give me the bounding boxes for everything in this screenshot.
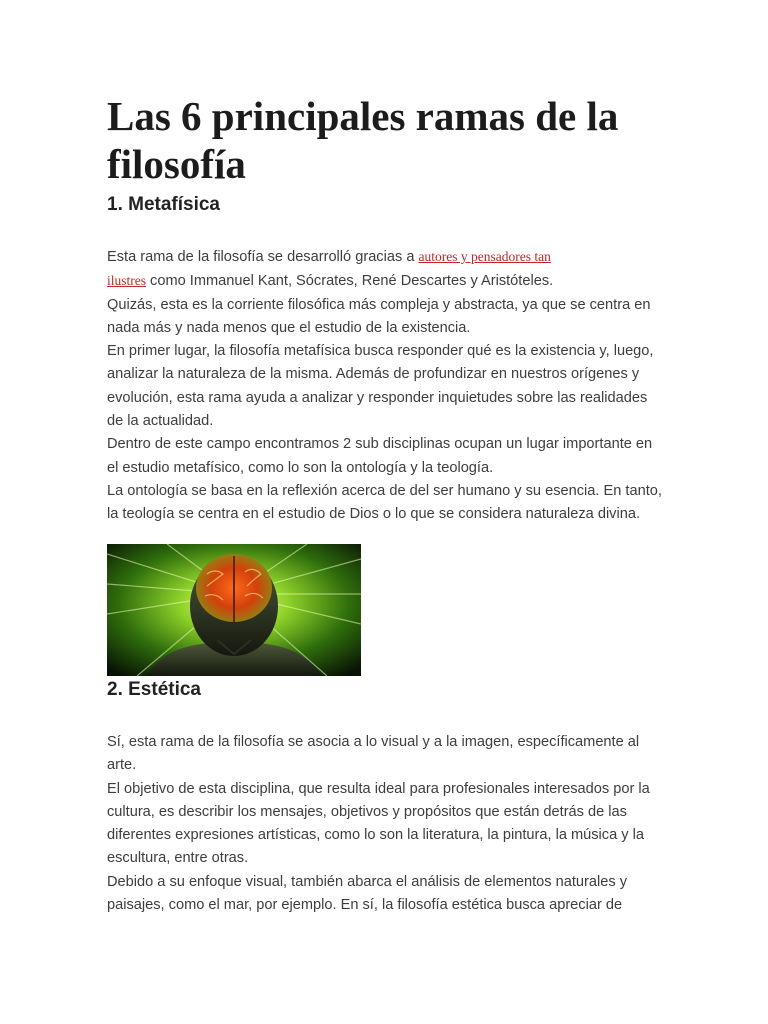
paragraph: El objetivo de esta disciplina, que resulta ideal para profesionales interesados por la cultura, es describir los mensajes, objetivos y propósitos que están detrás de las diferentes expresiones artísticas, como lo son la literatura, la pintura, la música y la escultura, entre otras. <box>107 780 650 867</box>
section-body-metafisica <box>107 245 667 527</box>
intro-paragraph <box>107 245 667 294</box>
paragraph: Quizás, esta es la corriente filosófica más compleja y abstracta, ya que se centra en nada más y nada menos que el estudio de la existencia. <box>107 296 651 336</box>
intro-text-suffix: como Immanuel Kant, Sócrates, René Descartes y Aristóteles. <box>146 273 554 290</box>
paragraph: La ontología se basa en la reflexión acerca de del ser humano y su esencia. En tanto, la teología se centra en el estudio de Dios o lo que se considera naturaleza divina. <box>107 482 662 523</box>
section-heading-metafisica: 1. Metafísica <box>107 194 220 215</box>
paragraph: En primer lugar, la filosofía metafísica busca responder qué es la existencia y, luego, analizar la naturaleza de la misma. Además de profundizar en nuestros orígenes y evolución, esta rama ayuda a analizar y responder inquietudes sobre las realidades de la actualidad. <box>107 343 654 430</box>
paragraph: Dentro de este campo encontramos 2 sub disciplinas ocupan un lugar importante en el estudio metafísico, como lo son la ontología y la teología. <box>107 436 653 476</box>
paragraph: Debido a su enfoque visual, también abarca el análisis de elementos naturales y paisajes, como el mar, por ejemplo. En sí, la filosofía estética busca apreciar de <box>107 873 628 914</box>
brain-image <box>107 544 361 676</box>
section-body-estetica <box>107 731 667 917</box>
intro-text: Esta rama de la filosofía se desarrolló gracias a <box>107 249 419 265</box>
page-title: Las 6 principales ramas de la filosofía <box>107 93 619 187</box>
paragraph: Sí, esta rama de la filosofía se asocia a lo visual y a la imagen, específicamente al arte. <box>107 734 640 774</box>
authors-link-line2[interactable]: ilustres <box>107 273 146 289</box>
authors-link-line1[interactable]: autores y pensadores tan <box>418 249 551 264</box>
brain-illustration <box>107 544 361 676</box>
section-heading-estetica: 2. Estética <box>107 679 201 700</box>
